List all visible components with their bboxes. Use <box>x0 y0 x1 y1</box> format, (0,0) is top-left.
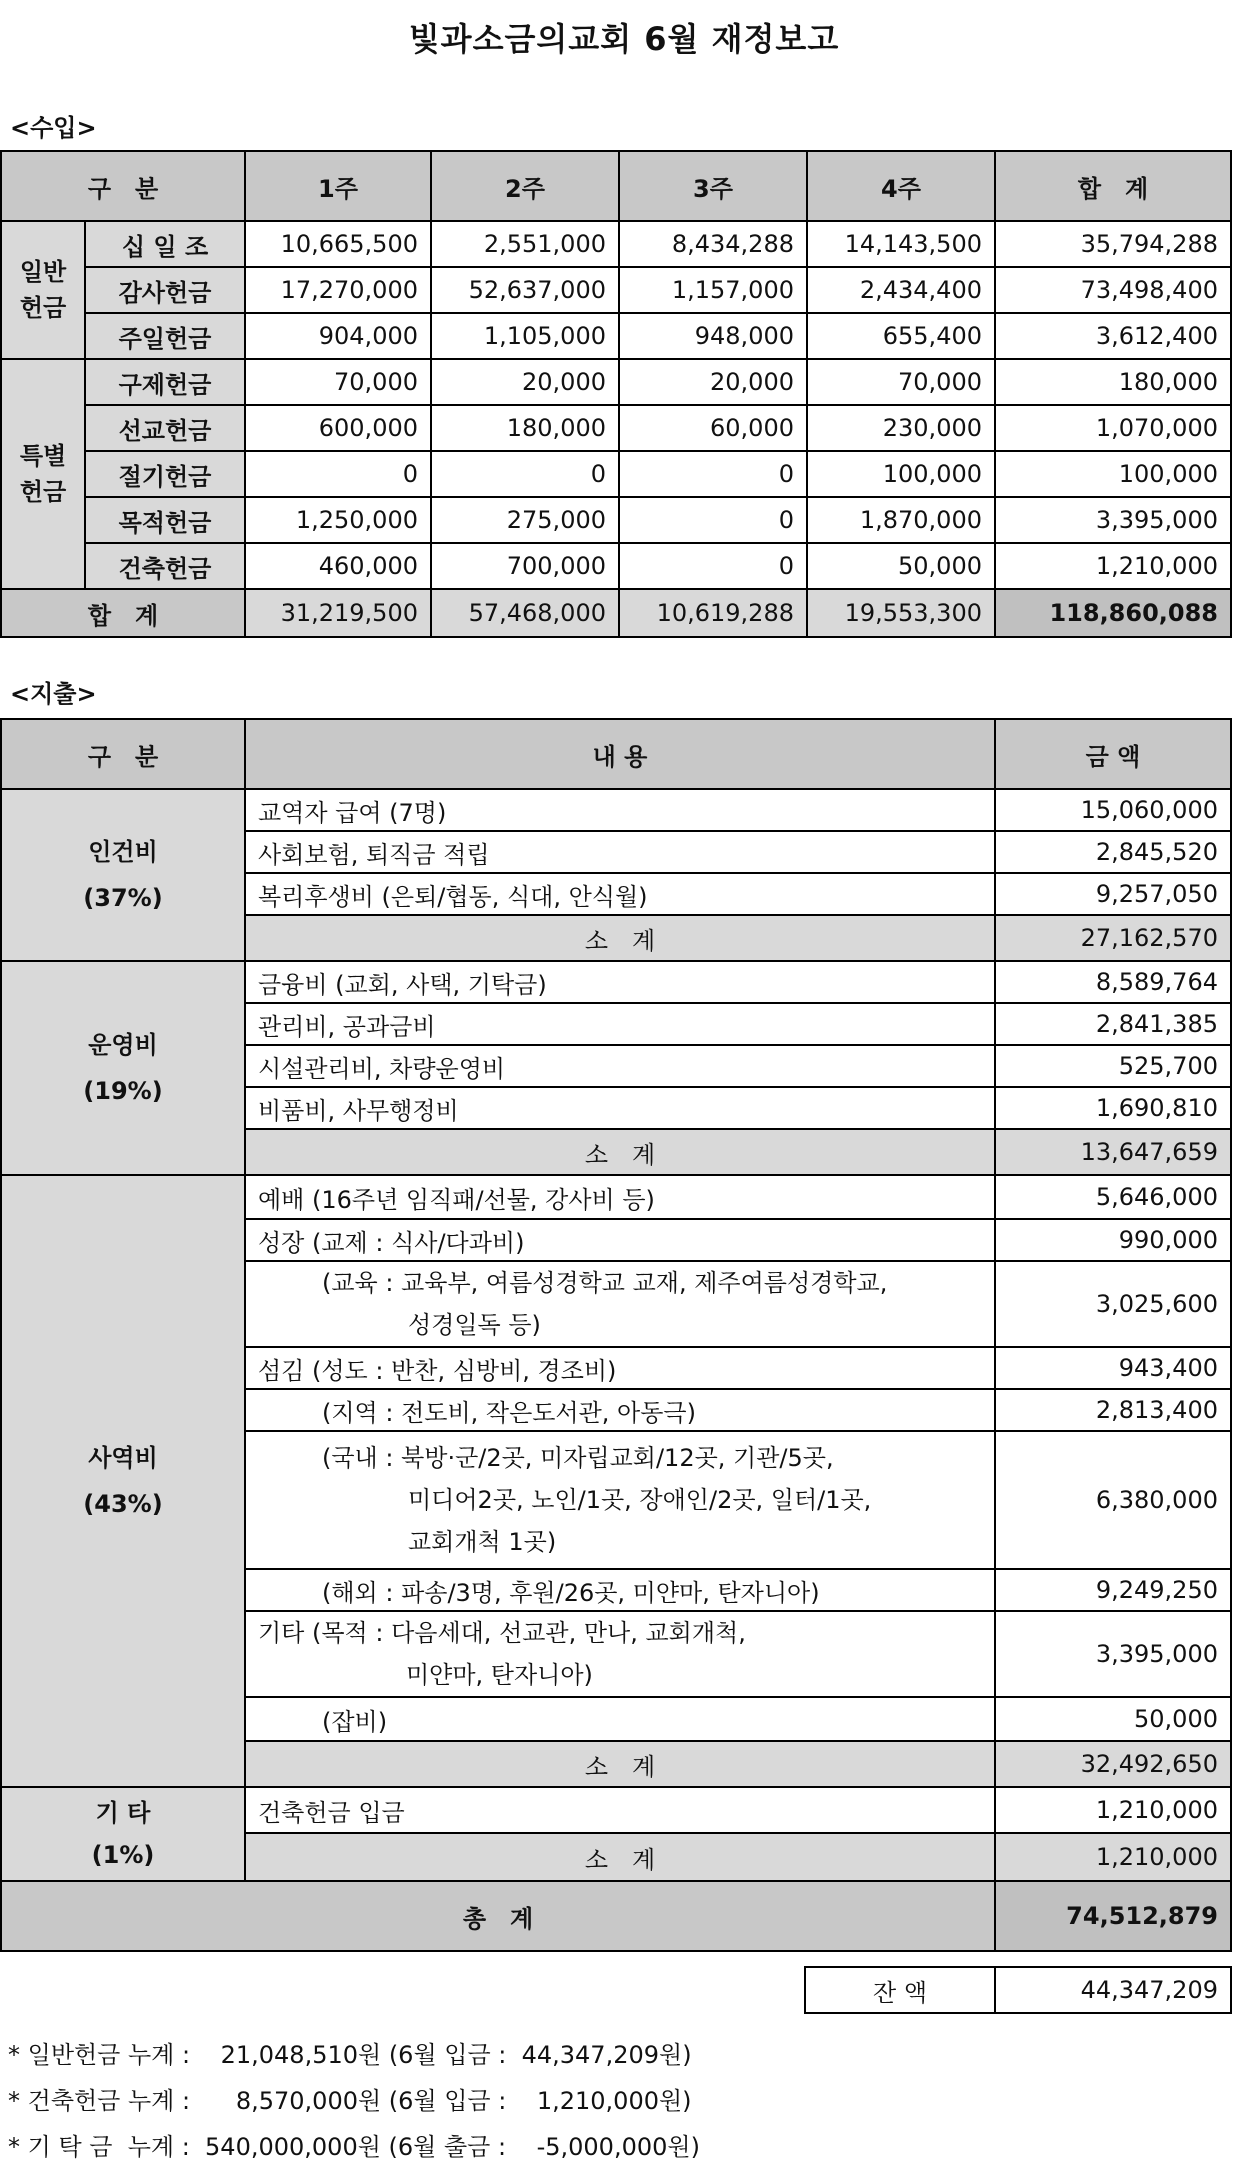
income-group-special: 특별 헌금 <box>1 359 85 589</box>
income-header-sum: 합 계 <box>995 151 1231 221</box>
income-cell: 1,157,000 <box>619 267 807 313</box>
income-cell: 50,000 <box>807 543 995 589</box>
income-cell: 0 <box>619 497 807 543</box>
expense-amount: 9,257,050 <box>995 873 1231 915</box>
expense-content: 건축헌금 입금 <box>245 1787 995 1833</box>
income-cell: 230,000 <box>807 405 995 451</box>
expense-amount: 5,646,000 <box>995 1175 1231 1219</box>
income-cell: 70,000 <box>807 359 995 405</box>
income-cell: 460,000 <box>245 543 431 589</box>
expense-amount: 2,845,520 <box>995 831 1231 873</box>
income-item: 선교헌금 <box>85 405 245 451</box>
group-percent: (43%) <box>83 1490 163 1518</box>
income-item: 절기헌금 <box>85 451 245 497</box>
expense-amount: 1,210,000 <box>995 1787 1231 1833</box>
expense-header-category: 구 분 <box>1 719 245 789</box>
income-cell: 73,498,400 <box>995 267 1231 313</box>
expense-content: 교역자 급여 (7명) <box>245 789 995 831</box>
income-item: 십 일 조 <box>85 221 245 267</box>
income-cell: 0 <box>245 451 431 497</box>
income-cell: 180,000 <box>995 359 1231 405</box>
income-cell: 35,794,288 <box>995 221 1231 267</box>
expense-group-personnel <box>1 789 245 961</box>
income-section-label: <수입> <box>10 114 97 142</box>
income-cell: 20,000 <box>619 359 807 405</box>
expense-content: 관리비, 공과금비 <box>245 1003 995 1045</box>
expense-subtotal-label: 소 계 <box>245 1833 995 1881</box>
summary-notes <box>8 2032 700 2170</box>
expense-content <box>245 1611 995 1697</box>
group-percent: (19%) <box>83 1077 163 1105</box>
income-cell: 655,400 <box>807 313 995 359</box>
income-header-week4: 4주 <box>807 151 995 221</box>
expense-amount: 525,700 <box>995 1045 1231 1087</box>
note-building-offering: * 건축헌금 누계 : 8,570,000원 (6월 입금 : 1,210,000원) <box>8 2087 692 2115</box>
expense-subtotal-label: 소 계 <box>245 915 995 961</box>
income-cell: 2,551,000 <box>431 221 619 267</box>
expense-header-amount: 금 액 <box>995 719 1231 789</box>
income-cell: 8,434,288 <box>619 221 807 267</box>
income-total-cell: 19,553,300 <box>807 589 995 637</box>
group-percent: (37%) <box>83 884 163 912</box>
content-line: 미디어2곳, 노인/1곳, 장애인/2곳, 일터/1곳, <box>408 1486 872 1514</box>
expense-group-operations <box>1 961 245 1175</box>
income-cell: 948,000 <box>619 313 807 359</box>
expense-group-other <box>1 1787 245 1881</box>
income-total-cell: 31,219,500 <box>245 589 431 637</box>
income-cell: 0 <box>619 451 807 497</box>
content-line: (국내 : 북방·군/2곳, 미자립교회/12곳, 기관/5곳, <box>322 1444 834 1472</box>
income-cell: 275,000 <box>431 497 619 543</box>
expense-content: (지역 : 전도비, 작은도서관, 아동극) <box>245 1389 995 1431</box>
income-cell: 70,000 <box>245 359 431 405</box>
income-cell: 1,105,000 <box>431 313 619 359</box>
content-line: 성경일독 등) <box>408 1311 541 1339</box>
income-item: 목적헌금 <box>85 497 245 543</box>
expense-section-label: <지출> <box>10 680 97 708</box>
expense-content: 사회보험, 퇴직금 적립 <box>245 831 995 873</box>
income-cell: 100,000 <box>995 451 1231 497</box>
income-cell: 700,000 <box>431 543 619 589</box>
income-cell: 20,000 <box>431 359 619 405</box>
expense-content: 복리후생비 (은퇴/협동, 식대, 안식월) <box>245 873 995 915</box>
income-cell: 1,210,000 <box>995 543 1231 589</box>
income-total-label: 합 계 <box>1 589 245 637</box>
expense-content: 비품비, 사무행정비 <box>245 1087 995 1129</box>
income-cell: 600,000 <box>245 405 431 451</box>
income-item: 주일헌금 <box>85 313 245 359</box>
expense-subtotal: 1,210,000 <box>995 1833 1231 1881</box>
group-name: 사역비 <box>88 1444 158 1472</box>
expense-subtotal-label: 소 계 <box>245 1741 995 1787</box>
content-line: 미얀마, 탄자니아) <box>406 1661 593 1689</box>
income-cell: 52,637,000 <box>431 267 619 313</box>
group-name: 기 타 <box>95 1799 151 1827</box>
page-title: 빛과소금의교회 6월 재정보고 <box>408 20 840 58</box>
expense-header-content: 내 용 <box>245 719 995 789</box>
income-total-cell: 57,468,000 <box>431 589 619 637</box>
expense-content: 시설관리비, 차량운영비 <box>245 1045 995 1087</box>
content-line: (교육 : 교육부, 여름성경학교 교재, 제주여름성경학교, <box>322 1269 888 1297</box>
income-cell: 1,070,000 <box>995 405 1231 451</box>
expense-table <box>0 718 1232 1952</box>
income-total-cell: 10,619,288 <box>619 589 807 637</box>
expense-subtotal: 13,647,659 <box>995 1129 1231 1175</box>
income-cell: 14,143,500 <box>807 221 995 267</box>
expense-amount: 3,025,600 <box>995 1261 1231 1347</box>
expense-amount: 2,841,385 <box>995 1003 1231 1045</box>
income-cell: 0 <box>619 543 807 589</box>
income-cell: 904,000 <box>245 313 431 359</box>
expense-amount: 943,400 <box>995 1347 1231 1389</box>
income-cell: 10,665,500 <box>245 221 431 267</box>
expense-total: 74,512,879 <box>995 1881 1231 1951</box>
expense-total-label: 총 계 <box>1 1881 995 1951</box>
group-name: 인건비 <box>88 838 158 866</box>
expense-amount: 3,395,000 <box>995 1611 1231 1697</box>
content-line: 교회개척 1곳) <box>408 1528 557 1556</box>
expense-subtotal: 27,162,570 <box>995 915 1231 961</box>
income-item: 구제헌금 <box>85 359 245 405</box>
expense-amount: 50,000 <box>995 1697 1231 1741</box>
expense-amount: 1,690,810 <box>995 1087 1231 1129</box>
income-cell: 180,000 <box>431 405 619 451</box>
expense-content <box>245 1261 995 1347</box>
group-name: 운영비 <box>88 1031 158 1059</box>
expense-amount: 9,249,250 <box>995 1569 1231 1611</box>
income-cell: 3,395,000 <box>995 497 1231 543</box>
expense-amount: 15,060,000 <box>995 789 1231 831</box>
expense-subtotal: 32,492,650 <box>995 1741 1231 1787</box>
note-deposit: * 기 탁 금 누계 : 540,000,000원 (6월 출금 : -5,000,000원) <box>8 2133 700 2161</box>
note-general-offering: * 일반헌금 누계 : 21,048,510원 (6월 입금 : 44,347,209원) <box>8 2041 692 2069</box>
expense-content: (잡비) <box>245 1697 995 1741</box>
income-header-week3: 3주 <box>619 151 807 221</box>
expense-amount: 990,000 <box>995 1219 1231 1261</box>
balance-table <box>804 1966 1232 2014</box>
expense-content: (해외 : 파송/3명, 후원/26곳, 미얀마, 탄자니아) <box>245 1569 995 1611</box>
income-cell: 1,870,000 <box>807 497 995 543</box>
expense-amount: 6,380,000 <box>995 1431 1231 1569</box>
expense-subtotal-label: 소 계 <box>245 1129 995 1175</box>
expense-amount: 2,813,400 <box>995 1389 1231 1431</box>
balance-amount: 44,347,209 <box>995 1967 1231 2013</box>
income-cell: 17,270,000 <box>245 267 431 313</box>
income-group-general: 일반 헌금 <box>1 221 85 359</box>
income-cell: 3,612,400 <box>995 313 1231 359</box>
income-table <box>0 150 1232 638</box>
income-grand-total: 118,860,088 <box>995 589 1231 637</box>
expense-content: 예배 (16주년 임직패/선물, 강사비 등) <box>245 1175 995 1219</box>
expense-group-ministry <box>1 1175 245 1787</box>
income-item: 감사헌금 <box>85 267 245 313</box>
group-percent: (1%) <box>91 1841 155 1869</box>
income-cell: 0 <box>431 451 619 497</box>
balance-label: 잔 액 <box>805 1967 995 2013</box>
content-line: 기타 (목적 : 다음세대, 선교관, 만나, 교회개척, <box>258 1619 746 1647</box>
income-cell: 60,000 <box>619 405 807 451</box>
income-header-week2: 2주 <box>431 151 619 221</box>
income-cell: 100,000 <box>807 451 995 497</box>
income-header-category: 구 분 <box>1 151 245 221</box>
expense-amount: 8,589,764 <box>995 961 1231 1003</box>
income-cell: 1,250,000 <box>245 497 431 543</box>
expense-content: 섬김 (성도 : 반찬, 심방비, 경조비) <box>245 1347 995 1389</box>
income-item: 건축헌금 <box>85 543 245 589</box>
expense-content: 금융비 (교회, 사택, 기탁금) <box>245 961 995 1003</box>
expense-content <box>245 1431 995 1569</box>
expense-content: 성장 (교제 : 식사/다과비) <box>245 1219 995 1261</box>
income-cell: 2,434,400 <box>807 267 995 313</box>
income-header-week1: 1주 <box>245 151 431 221</box>
